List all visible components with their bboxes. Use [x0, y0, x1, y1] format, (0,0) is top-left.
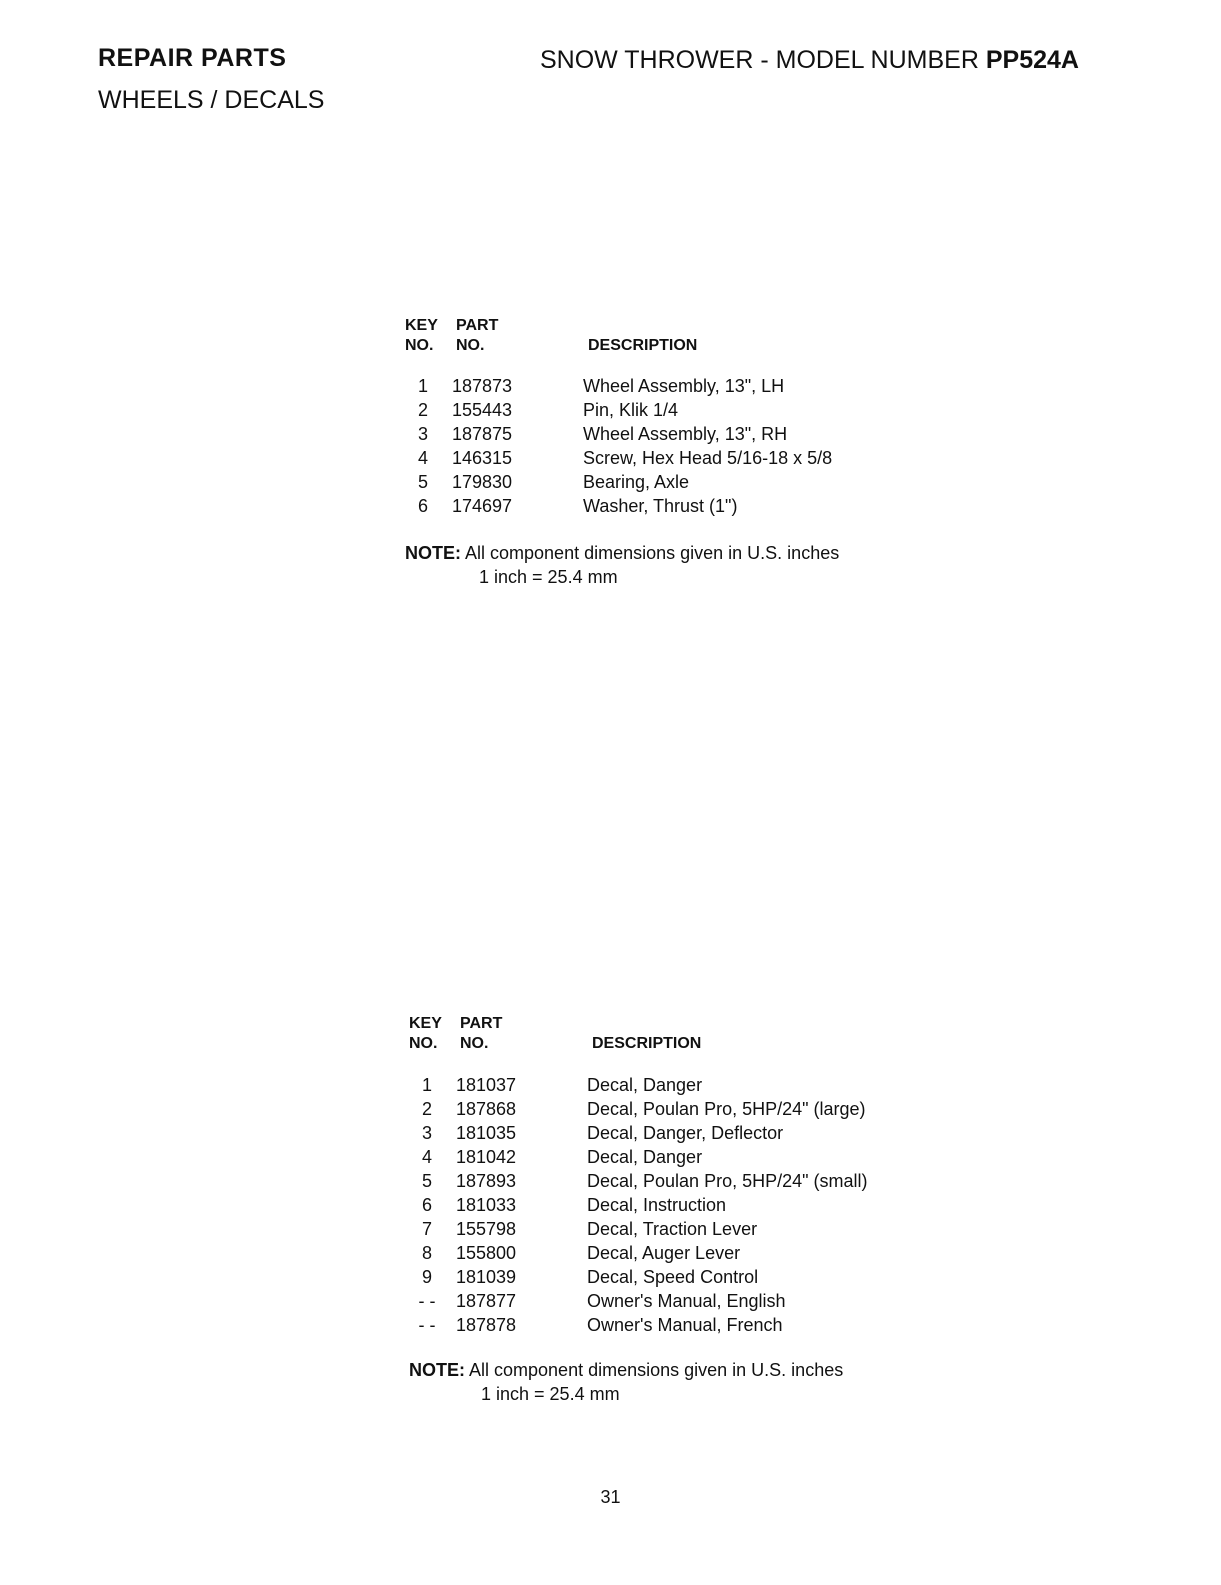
col-part-label-2: NO. [456, 337, 485, 354]
model-number: PP524A [985, 46, 1079, 74]
part-number: 146315 [452, 448, 513, 468]
part-description: Bearing, Axle [583, 472, 690, 492]
part-description: Decal, Danger [587, 1075, 703, 1095]
col-part-label-1: PART [456, 317, 499, 334]
key-number: 5 [421, 1171, 432, 1191]
table-row [409, 1121, 929, 1145]
key-number: 6 [421, 1195, 432, 1215]
key-number: 2 [421, 1099, 432, 1119]
part-description: Decal, Traction Lever [587, 1219, 758, 1239]
table-row [409, 1313, 929, 1337]
note-line-2: 1 inch = 25.4 mm [481, 1384, 620, 1404]
part-number: 174697 [452, 496, 513, 516]
part-description: Wheel Assembly, 13", LH [583, 376, 785, 396]
note-label: NOTE: [405, 543, 461, 563]
col-description-header: DESCRIPTION [588, 337, 698, 354]
part-number: 181042 [456, 1147, 517, 1167]
col-key-label-1: KEY [409, 1015, 442, 1032]
part-description: Decal, Auger Lever [587, 1243, 741, 1263]
decals-parts-table [409, 1014, 929, 1414]
part-number: 179830 [452, 472, 513, 492]
model-heading [540, 46, 1079, 75]
table-row [405, 422, 925, 446]
table-row [405, 374, 925, 398]
note-line-1: All component dimensions given in U.S. inches [469, 1360, 844, 1380]
table-row [409, 1145, 929, 1169]
part-description: Owner's Manual, English [587, 1291, 786, 1311]
table-row [409, 1265, 929, 1289]
key-number: 3 [417, 424, 428, 444]
model-prefix: SNOW THROWER - MODEL NUMBER [540, 46, 979, 74]
key-number: - - [418, 1315, 436, 1335]
note-label: NOTE: [409, 1360, 465, 1380]
key-number: 9 [421, 1267, 432, 1287]
note-line-2: 1 inch = 25.4 mm [479, 567, 618, 587]
note-line-1: All component dimensions given in U.S. inches [465, 543, 840, 563]
col-part-label-2: NO. [460, 1035, 489, 1052]
key-number: 1 [417, 376, 428, 396]
key-number: 7 [421, 1219, 432, 1239]
part-description: Decal, Poulan Pro, 5HP/24" (large) [587, 1099, 866, 1119]
table-row [409, 1073, 929, 1097]
key-number: 5 [417, 472, 428, 492]
part-number: 187875 [452, 424, 513, 444]
key-number: 4 [421, 1147, 432, 1167]
col-description-header: DESCRIPTION [592, 1035, 702, 1052]
table-row [409, 1217, 929, 1241]
section-title: REPAIR PARTS [98, 44, 287, 72]
part-number: 187868 [456, 1099, 517, 1119]
col-part-label-1: PART [460, 1015, 503, 1032]
part-number: 187873 [452, 376, 513, 396]
col-part-header [456, 316, 498, 356]
page-number: 31 [600, 1487, 621, 1507]
col-key-label-2: NO. [409, 1035, 438, 1052]
part-description: Decal, Danger, Deflector [587, 1123, 784, 1143]
part-description: Screw, Hex Head 5/16-18 x 5/8 [583, 448, 833, 468]
part-number: 181037 [456, 1075, 517, 1095]
dimensions-note [409, 1358, 843, 1382]
table-row [405, 398, 925, 422]
table-row [409, 1193, 929, 1217]
col-key-header [405, 316, 438, 356]
table-row [409, 1169, 929, 1193]
part-number: 187877 [456, 1291, 517, 1311]
col-key-label-1: KEY [405, 317, 438, 334]
col-key-label-2: NO. [405, 337, 434, 354]
part-description: Decal, Speed Control [587, 1267, 759, 1287]
part-description: Owner's Manual, French [587, 1315, 783, 1335]
section-subtitle: WHEELS / DECALS [98, 86, 325, 114]
part-number: 187878 [456, 1315, 517, 1335]
part-description: Decal, Poulan Pro, 5HP/24" (small) [587, 1171, 868, 1191]
key-number: 6 [417, 496, 428, 516]
wheels-parts-table [405, 316, 925, 596]
key-number: 1 [421, 1075, 432, 1095]
table-row [405, 446, 925, 470]
part-number: 181039 [456, 1267, 517, 1287]
table-row [405, 494, 925, 518]
key-number: 4 [417, 448, 428, 468]
part-number: 187893 [456, 1171, 517, 1191]
part-number: 181035 [456, 1123, 517, 1143]
part-number: 181033 [456, 1195, 517, 1215]
part-number: 155800 [456, 1243, 517, 1263]
part-description: Wheel Assembly, 13", RH [583, 424, 788, 444]
part-description: Decal, Instruction [587, 1195, 727, 1215]
table-row [405, 470, 925, 494]
part-number: 155798 [456, 1219, 517, 1239]
part-description: Decal, Danger [587, 1147, 703, 1167]
part-description: Pin, Klik 1/4 [583, 400, 679, 420]
col-part-header [460, 1014, 502, 1054]
key-number: 8 [421, 1243, 432, 1263]
key-number: 2 [417, 400, 428, 420]
dimensions-note [405, 541, 839, 565]
key-number: 3 [421, 1123, 432, 1143]
table-row [409, 1241, 929, 1265]
part-number: 155443 [452, 400, 513, 420]
table-row [409, 1289, 929, 1313]
col-key-header [409, 1014, 442, 1054]
key-number: - - [418, 1291, 436, 1311]
table-row [409, 1097, 929, 1121]
part-description: Washer, Thrust (1") [583, 496, 738, 516]
